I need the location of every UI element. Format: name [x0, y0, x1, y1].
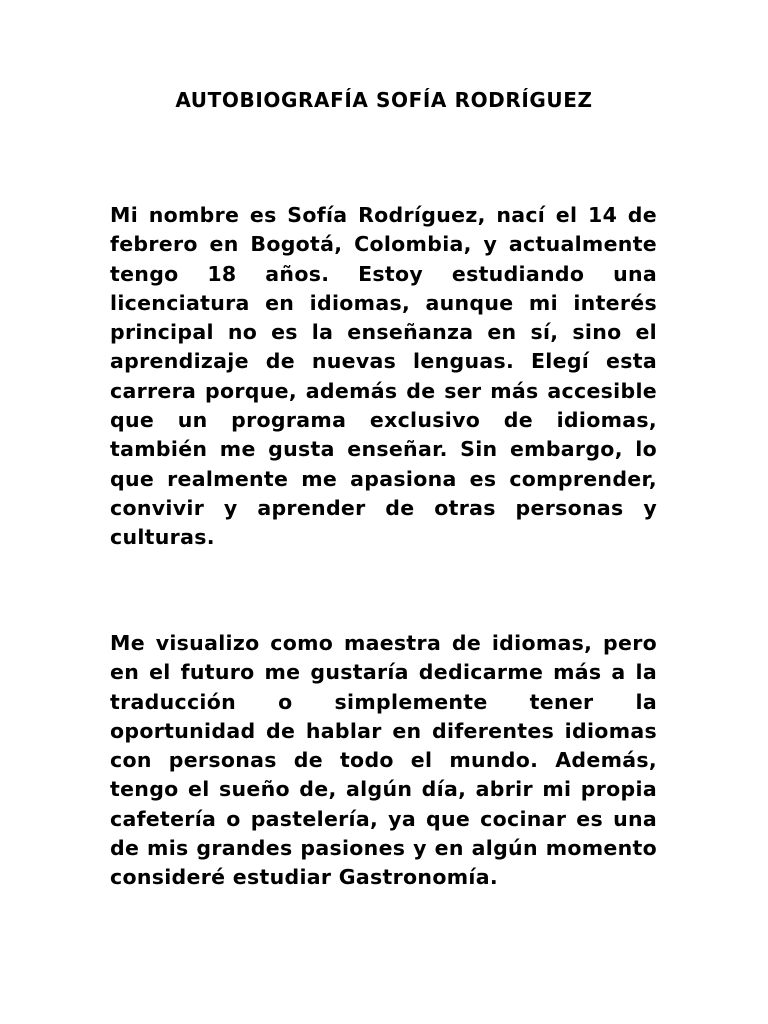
document-title: AUTOBIOGRAFÍA SOFÍA RODRÍGUEZ	[175, 88, 593, 112]
paragraph-introduction: Mi nombre es Sofía Rodríguez, nací el 14 de febrero en Bogotá, Colombia, y actualmente tengo 18 años. Estoy estudiando una licenciatura en idiomas, aunque mi interés principal no es la enseñanza en sí, sino el aprendizaje de nuevas lenguas. Elegí esta carrera porque, además de ser más accesible que un programa exclusivo de idiomas, también me gusta enseñar. Sin embargo, lo que realmente me apasiona es comprender, convivir y aprender de otras personas y culturas.	[110, 203, 657, 550]
paragraph-future-plans: Me visualizo como maestra de idiomas, pero en el futuro me gustaría dedicarme más a la traducción o simplemente tener la oportunidad de hablar en diferentes idiomas con personas de todo el mundo. Además, tengo el sueño de, algún día, abrir mi propia cafetería o pastelería, ya que cocinar es una de mis grandes pasiones y en algún momento consideré estudiar Gastronomía.	[110, 631, 657, 890]
